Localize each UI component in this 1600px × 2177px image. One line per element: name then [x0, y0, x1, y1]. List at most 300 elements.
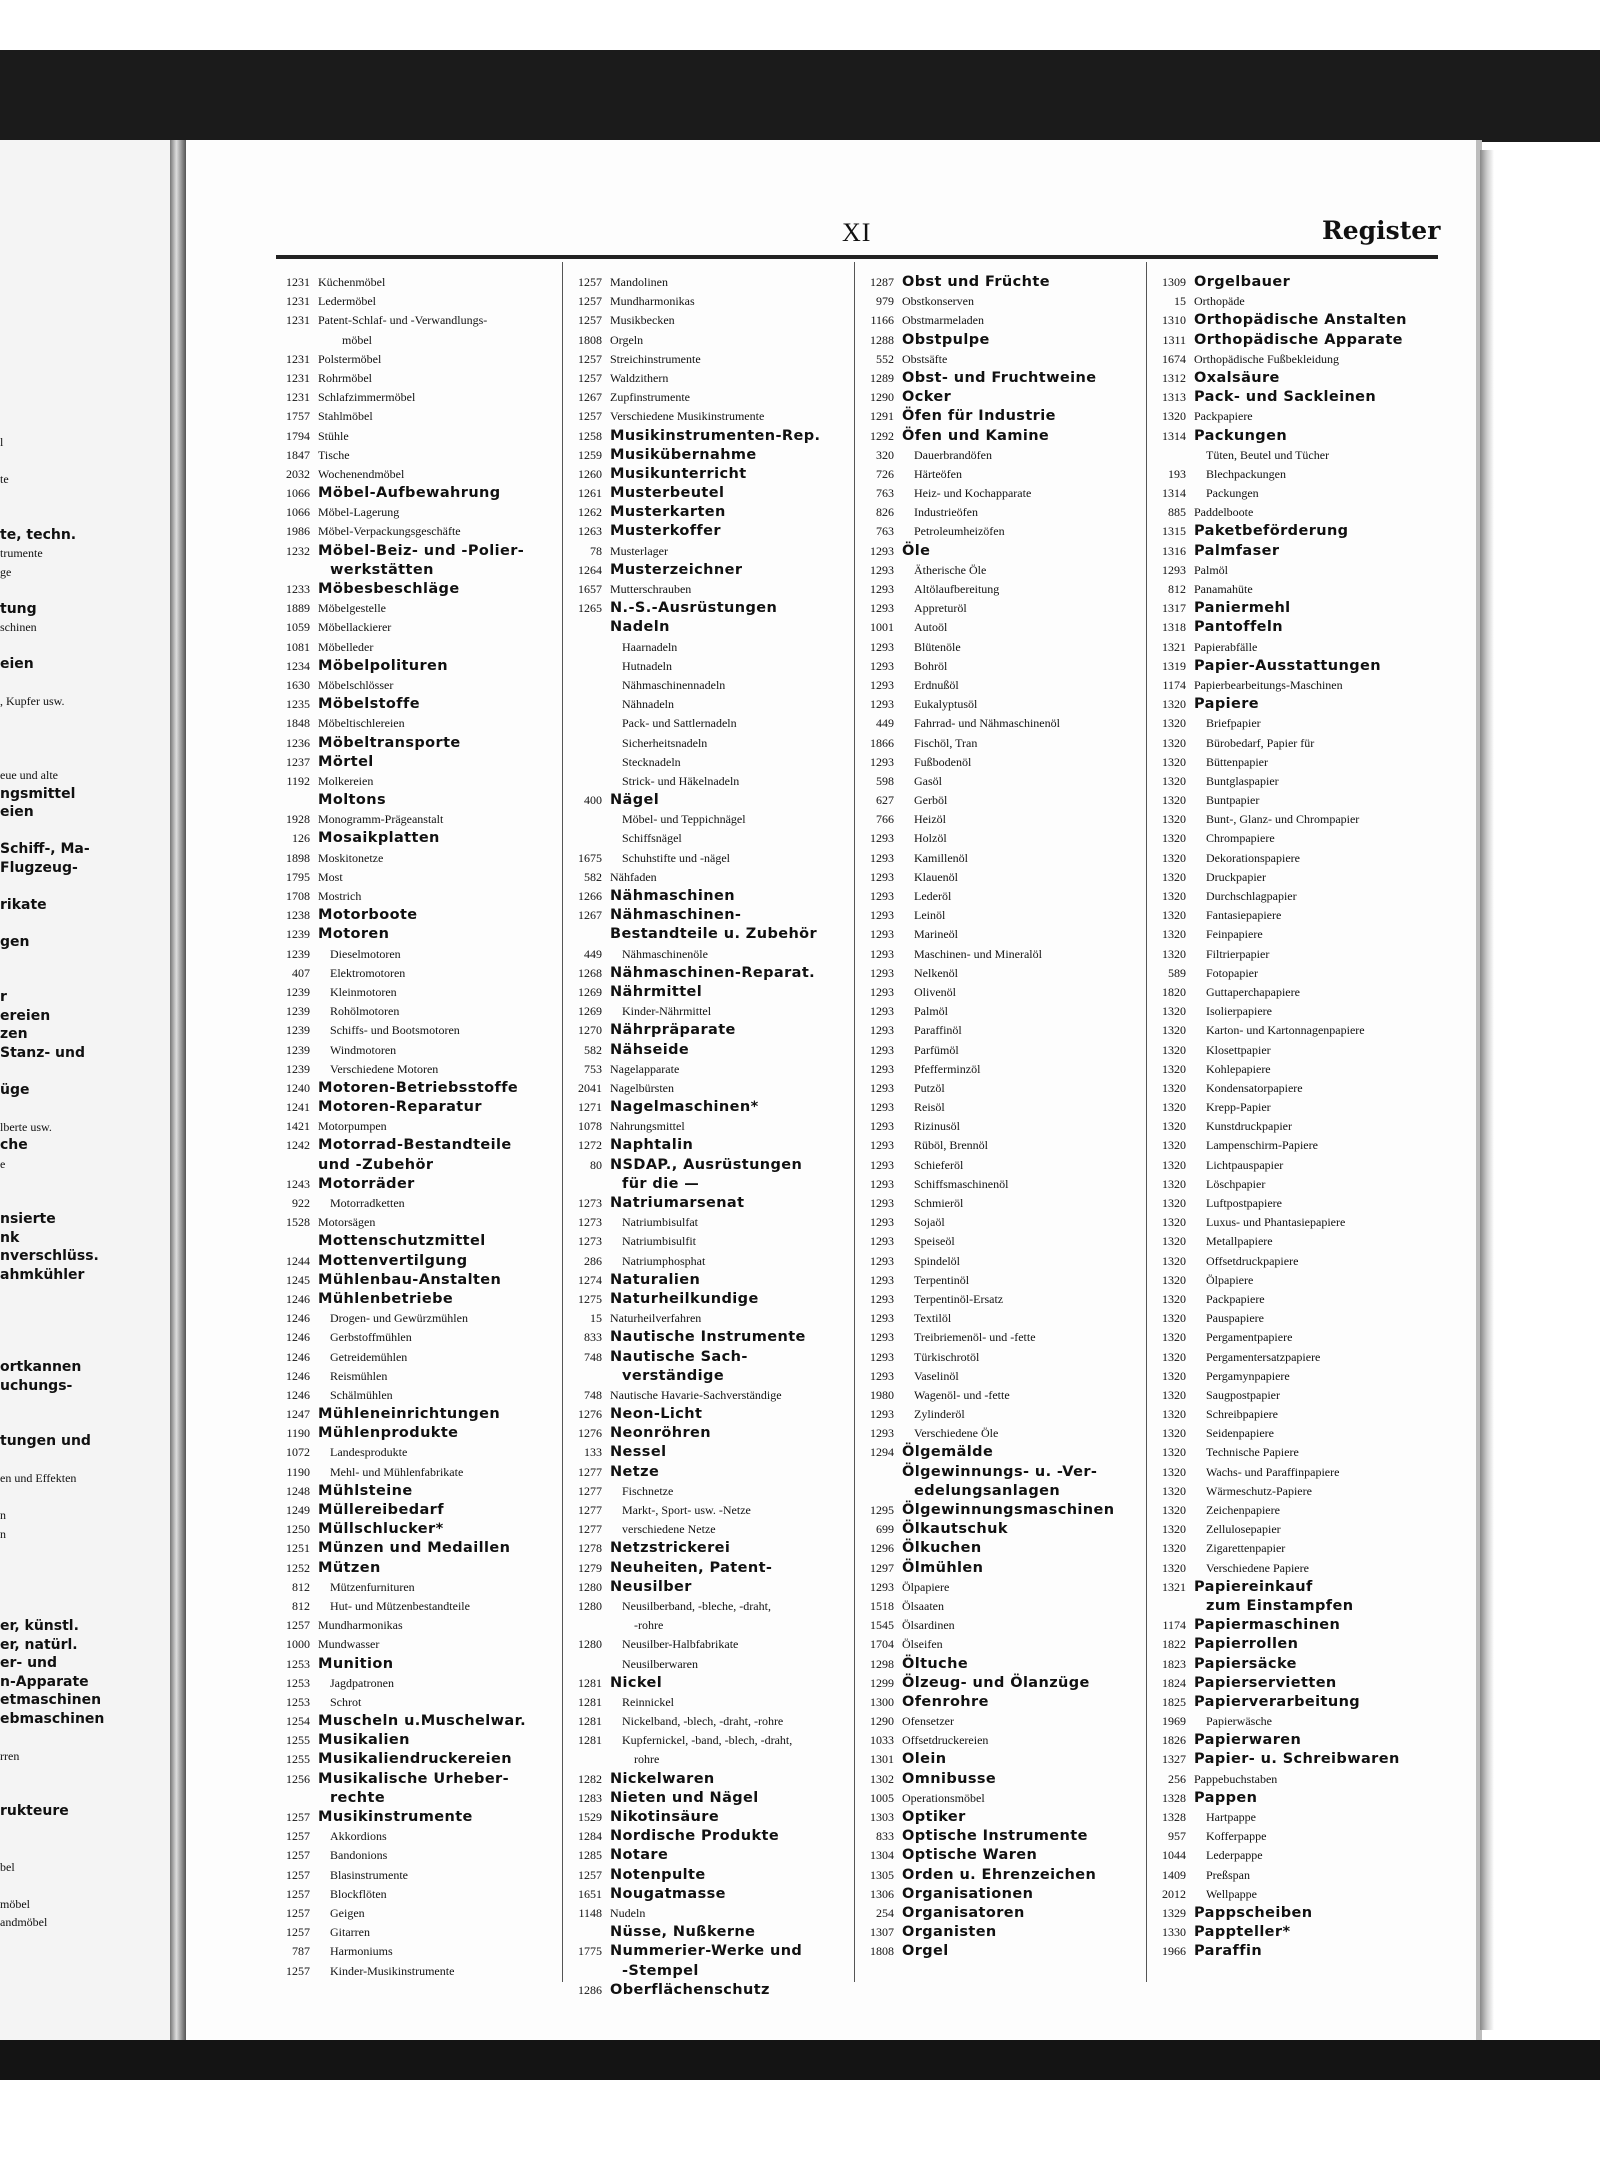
- entry-number: 1244: [286, 1253, 310, 1268]
- index-entry: [564, 812, 856, 831]
- index-entry: [1148, 1618, 1440, 1637]
- entry-number: 1264: [578, 562, 602, 577]
- index-entry: [272, 1868, 564, 1887]
- entry-term: Wärmeschutz-Papiere: [1206, 1483, 1312, 1498]
- entry-number: 1320: [1162, 1560, 1186, 1575]
- index-entry: [272, 1561, 564, 1580]
- index-entry: [272, 1407, 564, 1426]
- entry-number: 1293: [870, 1291, 894, 1306]
- index-entry: [1148, 1657, 1440, 1676]
- entry-number: 1293: [870, 850, 894, 865]
- index-entry: [856, 486, 1148, 505]
- entry-number: 1825: [1162, 1694, 1186, 1709]
- index-entry: [272, 1810, 564, 1829]
- index-entry: [564, 716, 856, 735]
- index-entry: [1148, 1062, 1440, 1081]
- entry-term: Molkereien: [318, 773, 374, 788]
- index-entry: [272, 1254, 564, 1273]
- index-entry: [1148, 524, 1440, 543]
- entry-number: 400: [584, 793, 602, 808]
- index-entry: [1148, 851, 1440, 870]
- entry-term: Holzöl: [914, 831, 947, 846]
- entry-term: Preßspan: [1206, 1867, 1250, 1882]
- index-entry: [1148, 678, 1440, 697]
- entry-number: 1295: [870, 1503, 894, 1517]
- entry-term: Pack- und Sackleinen: [1194, 389, 1377, 406]
- entry-term: Hartpappe: [1206, 1810, 1256, 1824]
- index-entry: [272, 563, 564, 582]
- entry-number: 1246: [286, 1387, 310, 1402]
- entry-term: Bunt-, Glanz- und Chrompapier: [1206, 812, 1360, 827]
- entry-term: Panamahüte: [1194, 582, 1253, 596]
- entry-term: Öfen für Industrie: [902, 408, 1056, 425]
- entry-term: für die —: [622, 1175, 700, 1192]
- index-entry: [1148, 870, 1440, 889]
- entry-number: 885: [1168, 505, 1186, 520]
- entry-term: Kleinmotoren: [330, 984, 397, 999]
- entry-number: 1409: [1162, 1867, 1186, 1882]
- entry-term: Schälmühlen: [330, 1387, 393, 1402]
- index-entry: [1148, 1484, 1440, 1503]
- index-entry: [564, 678, 856, 697]
- index-entry: [856, 1580, 1148, 1599]
- index-entry: [564, 1100, 856, 1119]
- entry-term: Geigen: [330, 1905, 365, 1920]
- index-entry: [564, 601, 856, 620]
- index-entry: [272, 678, 564, 697]
- entry-number: 449: [584, 946, 602, 961]
- entry-term: Mühlenprodukte: [318, 1425, 459, 1442]
- entry-number: 193: [1168, 466, 1186, 481]
- entry-term: Munition: [318, 1655, 394, 1672]
- entry-term: Offsetdruckereien: [902, 1733, 989, 1748]
- index-entry: [1148, 1445, 1440, 1464]
- entry-number: 1268: [578, 965, 602, 980]
- left-page-fragment-line: [0, 1101, 160, 1120]
- entry-number: 1657: [578, 582, 602, 596]
- entry-number: 1246: [286, 1291, 310, 1306]
- entry-number: 256: [1168, 1771, 1186, 1786]
- entry-number: 1293: [870, 1138, 894, 1153]
- index-entry: [272, 620, 564, 639]
- entry-term: Mehl- und Mühlenfabrikate: [330, 1464, 464, 1479]
- index-entry: [1148, 1081, 1440, 1100]
- index-entry: [1148, 1599, 1440, 1618]
- entry-term: zum Einstampfen: [1206, 1597, 1354, 1614]
- index-entry: [1148, 1580, 1440, 1599]
- index-entry: [856, 1330, 1148, 1349]
- entry-term: Musikaliendruckereien: [318, 1751, 512, 1768]
- index-entry: [564, 1906, 856, 1925]
- entry-term: Sicherheitsnadeln: [622, 735, 708, 750]
- entry-number: 1290: [870, 1714, 894, 1729]
- index-entry: [856, 1465, 1148, 1484]
- entry-term: Nickelwaren: [610, 1770, 715, 1787]
- entry-number: 1247: [286, 1407, 310, 1422]
- index-entry: [1148, 275, 1440, 294]
- index-entry: [856, 352, 1148, 371]
- entry-number: 2041: [578, 1080, 602, 1095]
- entry-number: 1296: [870, 1541, 894, 1556]
- entry-term: Natriumphosphat: [622, 1253, 706, 1268]
- index-entry: [564, 1848, 856, 1867]
- entry-number: 1294: [870, 1445, 894, 1460]
- entry-number: 833: [584, 1330, 602, 1345]
- entry-number: 1320: [1162, 1291, 1186, 1306]
- entry-number: 1320: [1162, 1138, 1186, 1153]
- entry-number: 1059: [286, 620, 310, 635]
- index-entry: [272, 736, 564, 755]
- entry-term: Stühle: [318, 428, 349, 443]
- entry-number: 1545: [870, 1618, 894, 1633]
- left-page-fragment-line: nverschlüss.: [0, 1248, 99, 1264]
- entry-term: Pappebuchstaben: [1194, 1771, 1278, 1786]
- entry-number: 1320: [1162, 1196, 1186, 1210]
- entry-term: Mützenfurnituren: [330, 1579, 415, 1594]
- entry-term: Luftpostpapiere: [1206, 1196, 1282, 1210]
- entry-term: Ofensetzer: [902, 1714, 954, 1729]
- left-page-fragment-line: n-Apparate: [0, 1673, 89, 1690]
- index-entry: [272, 755, 564, 774]
- index-entry: [856, 1081, 1148, 1100]
- entry-number: 1320: [1162, 1368, 1186, 1383]
- index-entry: [1148, 1407, 1440, 1426]
- index-entry: [564, 1196, 856, 1215]
- entry-term: Fischöl, Tran: [914, 735, 978, 750]
- index-entry: [856, 1273, 1148, 1292]
- index-entry: [564, 1503, 856, 1522]
- entry-number: 1775: [578, 1944, 602, 1959]
- entry-number: 1253: [286, 1694, 310, 1709]
- index-entry: [272, 409, 564, 428]
- entry-term: Spindelöl: [914, 1253, 961, 1268]
- left-page-fragment-line: n: [0, 1526, 6, 1541]
- entry-number: 1257: [578, 294, 602, 309]
- entry-number: 1281: [578, 1694, 602, 1709]
- entry-term: Luxus- und Phantasiepapiere: [1206, 1215, 1346, 1230]
- entry-term: Patent-Schlaf- und -Verwandlungs-: [318, 313, 488, 328]
- index-entry: [1148, 448, 1440, 467]
- entry-number: 1980: [870, 1387, 894, 1402]
- index-entry: [564, 1234, 856, 1253]
- entry-term: Fantasiepapiere: [1206, 908, 1282, 923]
- entry-number: 1675: [578, 850, 602, 865]
- entry-term: Krepp-Papier: [1206, 1100, 1271, 1115]
- index-entry: [564, 448, 856, 467]
- index-entry: [564, 1618, 856, 1637]
- entry-term: Jagdpatronen: [330, 1675, 394, 1690]
- entry-term: Nähmaschinenöle: [622, 946, 708, 961]
- entry-number: 1239: [286, 1004, 310, 1019]
- index-entry: [272, 985, 564, 1004]
- index-entry: [564, 908, 856, 927]
- left-page-fragment-line: [0, 454, 160, 473]
- left-page-fragment-line: [0, 1397, 160, 1416]
- index-entry: [1148, 1925, 1440, 1944]
- index-entry: [1148, 908, 1440, 927]
- index-entry: [272, 1158, 564, 1177]
- entry-term: Offsetdruckpapiere: [1206, 1253, 1299, 1268]
- entry-term: Heizöl: [914, 812, 946, 827]
- entry-number: 1293: [870, 1272, 894, 1287]
- index-entry: [564, 985, 856, 1004]
- entry-number: 1320: [1162, 1023, 1186, 1038]
- entry-term: Parfümöl: [914, 1042, 959, 1057]
- index-entry: [1148, 1522, 1440, 1541]
- entry-term: Textilöl: [914, 1311, 952, 1326]
- entry-term: Neusilberwaren: [622, 1656, 698, 1671]
- entry-term: Netze: [610, 1463, 660, 1480]
- entry-term: Löschpapier: [1206, 1176, 1266, 1191]
- index-entry: [272, 1177, 564, 1196]
- index-entry: [1148, 1791, 1440, 1810]
- entry-term: Tüten, Beutel und Tücher: [1206, 447, 1330, 462]
- entry-number: 1293: [870, 1157, 894, 1172]
- entry-number: 1285: [578, 1848, 602, 1863]
- left-page-fragment-line: rren: [0, 1748, 20, 1763]
- index-entry: [1148, 486, 1440, 505]
- entry-number: 748: [584, 1387, 602, 1402]
- entry-term: Möbesbeschläge: [318, 581, 460, 597]
- page-edge: [1480, 150, 1494, 2030]
- index-entry: [564, 1311, 856, 1330]
- entry-term: Nagelbürsten: [610, 1080, 674, 1095]
- entry-term: Nautische Havarie-Sachverständige: [610, 1387, 782, 1402]
- entry-term: Monogramm-Prägeanstalt: [318, 812, 444, 827]
- entry-term: Blasinstrumente: [330, 1867, 408, 1882]
- entry-number: 1257: [578, 313, 602, 328]
- entry-term: Rizinusöl: [914, 1119, 961, 1134]
- index-entry: [272, 1350, 564, 1369]
- entry-number: 1266: [578, 889, 602, 903]
- left-page-fragment-line: [0, 1767, 160, 1786]
- entry-number: 1265: [578, 601, 602, 616]
- entry-term: werkstätten: [330, 561, 434, 578]
- entry-number: 1246: [286, 1349, 310, 1364]
- left-page-fragment-line: Flugzeug-: [0, 859, 78, 876]
- entry-term: Musterkarten: [610, 504, 726, 521]
- entry-number: 1320: [1162, 1445, 1186, 1460]
- entry-number: 1277: [578, 1503, 602, 1517]
- entry-term: Nickel: [610, 1674, 663, 1691]
- entry-term: Musterbeutel: [610, 485, 725, 502]
- index-entry: [1148, 544, 1440, 563]
- entry-number: 1320: [1162, 773, 1186, 788]
- entry-number: 1280: [578, 1579, 602, 1594]
- entry-number: 1282: [578, 1771, 602, 1786]
- entry-term: -Stempel: [622, 1962, 699, 1979]
- entry-number: 1320: [1162, 1215, 1186, 1230]
- index-entry: [272, 1906, 564, 1925]
- entry-number: 1286: [578, 1982, 602, 1997]
- index-entry: [564, 1964, 856, 1983]
- index-entry: [272, 1081, 564, 1100]
- index-entry: [856, 1695, 1148, 1714]
- entry-term: edelungsanlagen: [914, 1482, 1061, 1499]
- index-entry: [564, 467, 856, 486]
- entry-term: Marineöl: [914, 927, 958, 942]
- entry-number: 1231: [286, 370, 310, 385]
- entry-number: 1421: [286, 1119, 310, 1134]
- entry-term: Mörtel: [318, 753, 374, 770]
- index-entry: [564, 1695, 856, 1714]
- entry-term: rechte: [330, 1789, 386, 1806]
- entry-number: 1305: [870, 1867, 894, 1882]
- entry-term: Musikbecken: [610, 313, 675, 328]
- entry-number: 1287: [870, 275, 894, 289]
- entry-term: Kinder-Nährmittel: [622, 1004, 712, 1019]
- entry-term: Mundharmonikas: [318, 1618, 403, 1633]
- index-entry: [272, 1465, 564, 1484]
- entry-term: Nahrungsmittel: [610, 1119, 685, 1134]
- entry-number: 1267: [578, 390, 602, 405]
- entry-number: 1261: [578, 486, 602, 501]
- index-entry: [856, 1868, 1148, 1887]
- index-entry: [564, 1484, 856, 1503]
- index-entry: [1148, 371, 1440, 390]
- entry-term: Büttenpapier: [1206, 754, 1268, 769]
- index-entry: [1148, 1292, 1440, 1311]
- index-entry: [1148, 333, 1440, 352]
- entry-term: Kamillenöl: [914, 850, 968, 865]
- entry-term: Öfen und Kamine: [902, 427, 1050, 444]
- index-entry: [272, 1196, 564, 1215]
- entry-number: 1518: [870, 1598, 894, 1613]
- entry-term: Musikunterricht: [610, 465, 747, 482]
- index-entry: [1148, 1868, 1440, 1887]
- entry-number: 1257: [286, 1905, 310, 1920]
- entry-number: 1072: [286, 1445, 310, 1460]
- entry-term: Motorsägen: [318, 1215, 376, 1230]
- entry-number: 1239: [286, 927, 310, 942]
- scan-top-shadow: [0, 50, 1600, 142]
- entry-number: 1319: [1162, 658, 1186, 673]
- index-entry: [1148, 640, 1440, 659]
- entry-term: Orgelbauer: [1194, 274, 1291, 290]
- entry-number: 1808: [870, 1944, 894, 1959]
- entry-term: Pfefferminzöl: [914, 1061, 981, 1076]
- index-entry: [1148, 1848, 1440, 1867]
- index-entry: [1148, 697, 1440, 716]
- entry-term: Verschiedene Papiere: [1206, 1560, 1309, 1575]
- entry-number: 1708: [286, 889, 310, 903]
- left-page-fragment-line: tung: [0, 600, 37, 617]
- index-entry: [1148, 1465, 1440, 1484]
- index-entry: [272, 1234, 564, 1253]
- left-page-fragment: [0, 140, 170, 2040]
- entry-number: 1318: [1162, 620, 1186, 635]
- entry-term: Oberflächenschutz: [610, 1981, 770, 1998]
- entry-term: Rohölmotoren: [330, 1004, 400, 1019]
- entry-number: 1889: [286, 601, 310, 616]
- left-page-fragment-line: [0, 1564, 160, 1583]
- book-spine: [170, 140, 186, 2040]
- index-entry: [272, 333, 564, 352]
- index-entry: [856, 313, 1148, 332]
- index-entry: [564, 1733, 856, 1752]
- entry-term: Obst und Früchte: [902, 274, 1050, 290]
- index-entry: [1148, 1388, 1440, 1407]
- index-entry: [856, 1234, 1148, 1253]
- index-entry: [272, 1388, 564, 1407]
- left-page-fragment-line: gen: [0, 933, 30, 950]
- entry-number: 1293: [870, 908, 894, 923]
- entry-number: 1248: [286, 1483, 310, 1498]
- entry-term: Motoren: [318, 926, 390, 943]
- index-entry: [272, 908, 564, 927]
- index-entry: [564, 333, 856, 352]
- index-column-1: [272, 275, 564, 1983]
- index-entry: [1148, 1273, 1440, 1292]
- entry-term: Dekorationspapiere: [1206, 850, 1300, 865]
- entry-number: 1320: [1162, 1483, 1186, 1498]
- entry-term: Natriumbisulfit: [622, 1234, 696, 1249]
- entry-term: Nautische Sach-: [610, 1348, 748, 1365]
- index-entry: [856, 1215, 1148, 1234]
- index-entry: [564, 1138, 856, 1157]
- left-page-fragment-line: [0, 916, 160, 935]
- entry-term: Seidenpapiere: [1206, 1426, 1274, 1441]
- entry-term: Lederöl: [914, 889, 952, 903]
- left-page-fragment-line: en und Effekten: [0, 1471, 77, 1485]
- entry-term: Münzen und Medaillen: [318, 1540, 511, 1557]
- left-page-fragment-line: [0, 1582, 160, 1601]
- index-entry: [272, 467, 564, 486]
- left-page-fragment-line: er, künstl.: [0, 1618, 79, 1634]
- index-entry: [856, 505, 1148, 524]
- index-entry: [272, 275, 564, 294]
- index-entry: [1148, 1158, 1440, 1177]
- entry-number: 1245: [286, 1272, 310, 1287]
- index-entry: [856, 1848, 1148, 1867]
- entry-number: 1234: [286, 658, 310, 673]
- entry-term: Schiffsnägel: [622, 831, 682, 846]
- left-page-fragment-line: [0, 583, 160, 602]
- entry-number: 1320: [1162, 1061, 1186, 1076]
- entry-number: 1320: [1162, 409, 1186, 424]
- entry-term: Schreibpapiere: [1206, 1407, 1278, 1422]
- index-entry: [564, 947, 856, 966]
- index-entry: [856, 1676, 1148, 1695]
- entry-number: 1000: [286, 1637, 310, 1652]
- entry-number: 1314: [1162, 428, 1186, 443]
- index-entry: [856, 1752, 1148, 1771]
- entry-term: Nähmaschinen-: [610, 907, 742, 924]
- entry-number: 1190: [286, 1426, 310, 1441]
- index-entry: [564, 1925, 856, 1944]
- entry-term: Ölsaaten: [902, 1598, 944, 1613]
- index-entry: [856, 851, 1148, 870]
- entry-number: 1078: [578, 1119, 602, 1134]
- index-entry: [856, 1810, 1148, 1829]
- index-column-3: [856, 275, 1148, 1964]
- entry-term: Wochenendmöbel: [318, 466, 405, 481]
- entry-term: Ölmühlen: [902, 1559, 984, 1576]
- entry-term: Muscheln u.Muschelwar.: [318, 1713, 526, 1730]
- index-entry: [856, 544, 1148, 563]
- index-entry: [1148, 1234, 1440, 1253]
- entry-term: Moltons: [318, 792, 387, 809]
- index-entry: [1148, 1004, 1440, 1023]
- entry-number: 1866: [870, 735, 894, 750]
- entry-number: 812: [292, 1598, 310, 1613]
- index-entry: [856, 1733, 1148, 1752]
- index-entry: [272, 1695, 564, 1714]
- entry-number: 582: [584, 869, 602, 884]
- entry-term: Blechpackungen: [1206, 466, 1286, 481]
- entry-term: Natriumbisulfat: [622, 1215, 698, 1230]
- entry-number: 1320: [1162, 1080, 1186, 1095]
